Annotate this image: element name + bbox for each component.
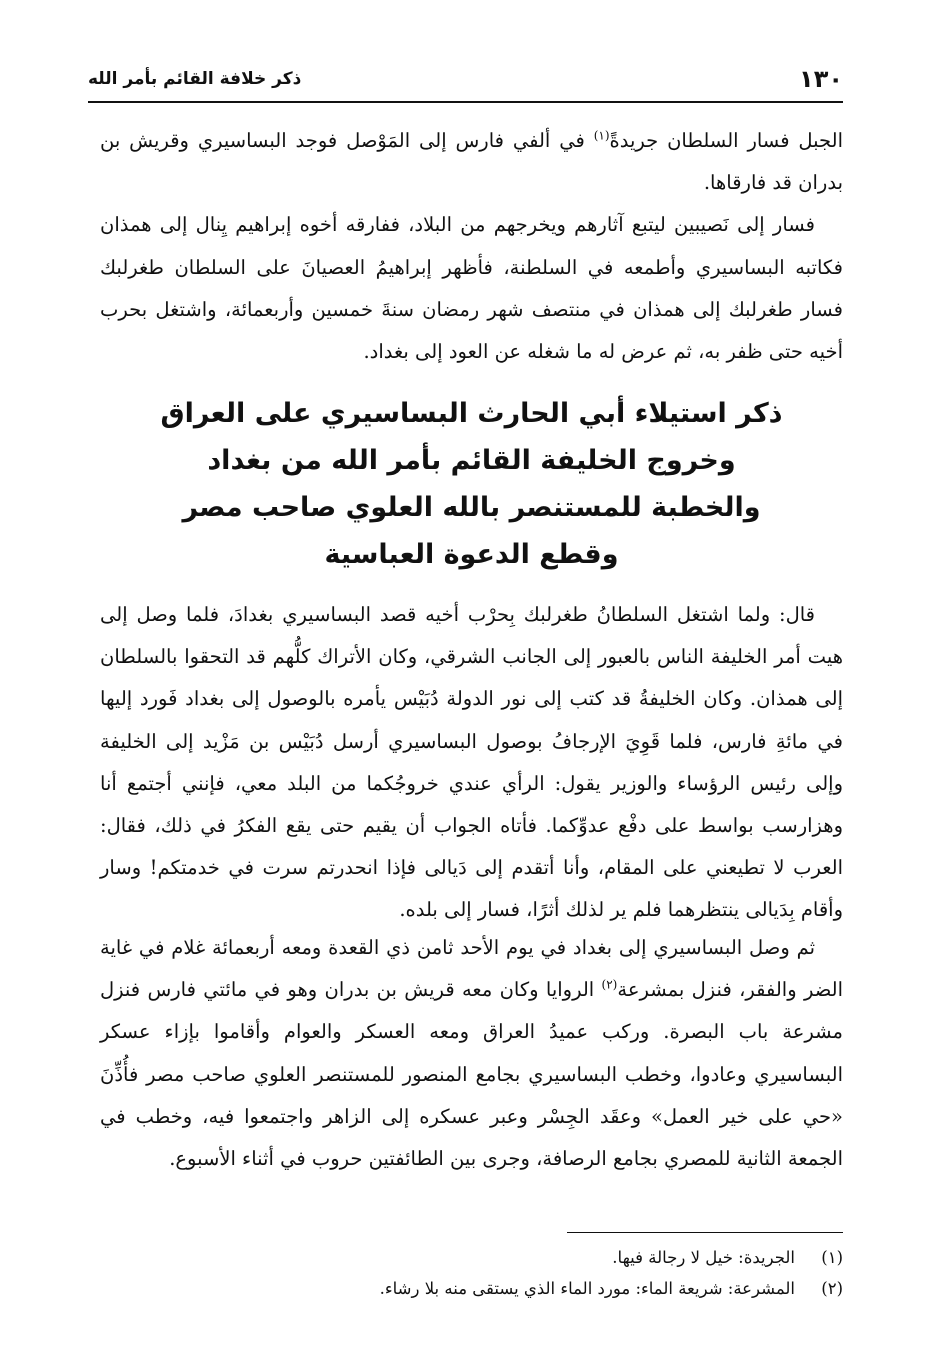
intro-text [100, 120, 843, 373]
chapter-heading-line-4: وقطع الدعوة العباسية [324, 539, 619, 570]
footnote-text: الجريدة: خيل لا رجالة فيها. [612, 1248, 795, 1267]
text-run: الجبل فسار السلطان جريدةً [609, 129, 843, 152]
chapter-heading-line-1: ذكر استيلاء أبي الحارث البساسيري على العراق [160, 398, 783, 429]
section-paragraph-2 [100, 927, 843, 1180]
page-number: ١٣٠ [799, 65, 843, 93]
paragraph-text: قال: ولما اشتغل السلطانُ طغرلبك بِحرْب أخيه قصد البساسيري بغدادَ، فلما وصل إلى هيت أمر الخليفة الناس بالعبور إلى الجانب الشرقي، وكان الأتراك كلُّهم قد التحقوا بالسلطان إلى همذان. وكان الخليفةُ قد كتب إلى نور الدولة دُبَيْس يأمره بالوصول إلى بغداد فَورد إليها في مائةِ فارس، فلما قَوِيَ الإرجافُ بوصول البساسيري أرسل دُبَيْس بن مَزْيد إلى الخليفة وإلى رئيس الرؤساء والوزير يقول: الرأي عندي خروجُكما من البلد معي، فإنني أجتمع أنا وهزارسب بواسط على دفْع عدوِّكما. فأتاه الجواب أن يقيم حتى يقع الفكرُ في ذلك، فقال: العرب لا تطيعني على المقام، وأنا أتقدم إلى دَيالى فإذا انحدرتم سرت في خدمتكم! وسار وأقام بِدَيالى ينتظرهما فلم ير لذلك أثرًا، فسار إلى بلده. [100, 603, 843, 922]
page-header [88, 58, 843, 94]
intro-paragraph-1 [100, 120, 843, 204]
chapter-heading [100, 390, 843, 578]
chapter-heading-line-2: وخروج الخليفة القائم بأمر الله من بغداد [207, 445, 736, 476]
footnote-number: (٢) [821, 1279, 843, 1298]
text-run: في ألفي فارس إلى المَوْصل فوجد البساسيري وقريش بن بدران قد فارقاها. [100, 129, 843, 195]
paragraph-text [100, 927, 843, 1180]
footnotes [100, 1242, 843, 1304]
footnote-ref-1[interactable]: (١) [593, 128, 610, 143]
running-title: ذكر خلافة القائم بأمر الله [88, 69, 302, 89]
chapter-heading-line-3: والخطبة للمستنصر بالله العلوي صاحب مصر [182, 492, 761, 523]
footnote-text: المشرعة: شريعة الماء: مورد الماء الذي يستقى منه بلا رشاء. [379, 1279, 795, 1298]
header-rule [88, 101, 843, 103]
footnote-number: (١) [821, 1248, 843, 1267]
footnote-separator [567, 1232, 843, 1233]
intro-paragraph-2: فسار إلى نَصيبين ليتبع آثارهم ويخرجهم من البلاد، ففارقه أخوه إبراهيم يِنال إلى همذان فكاتبه البساسيري وأطمعه في السلطنة، فأظهر إبراهيمُ العصيانَ على السلطان طغرلبك فسار طغرلبك إلى همذان في منتصف شهر رمضان سنةَ خمسين وأربعمائة، واشتغل بحرب أخيه حتى ظفر به، ثم عرض له ما شغله عن العود إلى بغداد. [100, 213, 843, 364]
text-run: الروايا وكان معه قريش بن بدران وهو في مائتي فارس فنزل مشرعة باب البصرة. وركب عميدُ العراق ومعه العسكر والعوام وأقاموا بإزاء عسكر البساسيري وعادوا، وخطب البساسيري بجامع المنصور للمستنصر العلوي صاحب مصر فأُذِّنَ «حي على خير العمل» وعقَد الجِسْر وعبر عسكره إلى الزاهر واجتمعوا فيه، وخطب في الجمعة الثانية للمصري بجامع الرصافة، وجرى بين الطائفتين حروب في أثناء الأسبوع. [100, 978, 843, 1171]
text-run: ثم وصل البساسيري إلى بغداد في يوم الأحد ثامن ذي القعدة ومعه أربعمائة غلام في غاية الضر والفقر، فنزل بمشرعة [100, 936, 843, 1002]
footnote-ref-2[interactable]: (٢) [601, 977, 618, 992]
footnote-2 [100, 1273, 843, 1304]
section-paragraph-1 [100, 594, 843, 932]
footnote-1 [100, 1242, 843, 1273]
